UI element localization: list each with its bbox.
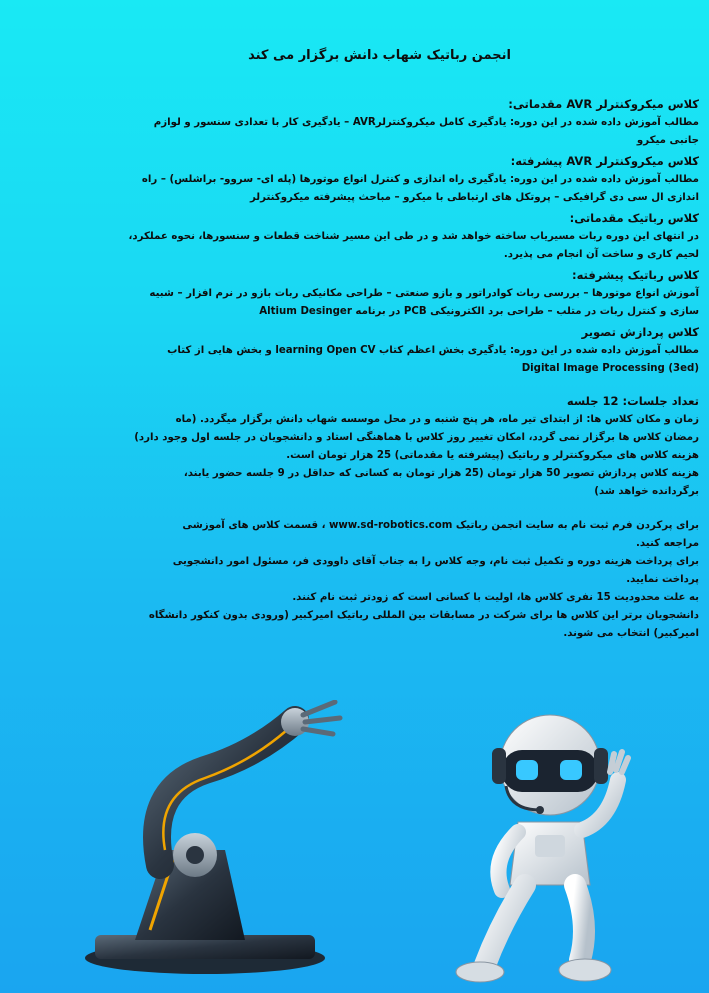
- course-section-robotics-basic: [60, 211, 699, 264]
- text-line: برای پرداخت هزینه دوره و تکمیل ثبت نام، وجه کلاس را به جناب آقای داوودی فر، مسئول امور دانشجویی: [172, 556, 699, 567]
- text-line: مطالب آموزش داده شده در این دوره: یادگیری کامل میکروکنترلرAVR – یادگیری کار با تعدادی سنسور و لوازم: [153, 117, 699, 128]
- schedule-body: [60, 411, 699, 501]
- text-line: به علت محدودیت 15 نفری کلاس ها، اولیت با کسانی است که زودتر ثبت نام کنند.: [292, 592, 699, 603]
- text-line: زمان و مکان کلاس ها: از ابتدای تیر ماه، هر پنج شنبه و در محل موسسه شهاب دانش برگزار میگردد. (ماه: [175, 414, 699, 425]
- text-line: هزینه کلاس پردازش تصویر 50 هزار تومان (25 هزار تومان به کسانی که حداقل در 9 جلسه حضور یابند،: [183, 468, 699, 479]
- section-heading: کلاس میکروکنترلر AVR مقدماتی:: [508, 97, 699, 111]
- page-title: انجمن رباتیک شهاب دانش برگزار می کند: [248, 48, 511, 63]
- course-section-avr-advanced: [60, 154, 699, 207]
- section-body: [60, 342, 699, 378]
- text-line: Digital Image Processing (3ed): [521, 363, 699, 374]
- course-section-avr-basic: [60, 97, 699, 150]
- text-line: در انتهای این دوره ربات مسیریاب ساخته خواهد شد و در طی این مسیر شناخت قطعات و سنسورها، نحوه عملکرد،: [128, 231, 699, 242]
- text-line: مطالب آموزش داده شده در این دوره: یادگیری بخش اعظم کتاب learning Open CV و بخش هایی از کتاب: [167, 345, 699, 356]
- section-body: [60, 114, 699, 150]
- section-body: [60, 285, 699, 321]
- text-line: سازی و کنترل ربات در متلب – طراحی برد الکترونیکی PCB در برنامه Altium Desinger: [259, 306, 699, 317]
- text-line: پرداخت نمایید.: [626, 574, 699, 585]
- robot-arm-illustration: [55, 700, 345, 980]
- session-count: تعداد جلسات: 12 جلسه: [566, 394, 699, 408]
- section-body: [60, 228, 699, 264]
- spacer: [60, 505, 699, 517]
- section-heading: کلاس رباتیک پیشرفته:: [571, 268, 699, 282]
- flyer-content: [60, 48, 699, 647]
- section-heading: کلاس رباتیک مقدماتی:: [569, 211, 699, 225]
- text-line: اندازی ال سی دی گرافیکی – پروتکل های ارتباطی با میکرو – مباحث پیشرفته میکروکنترلر: [249, 192, 699, 203]
- section-heading: کلاس پردازش تصویر: [581, 325, 699, 339]
- text-line: دانشجویان برتر این کلاس ها برای شرکت در مسابقات بین المللی رباتیک امیرکبیر (ورودی بدون کنکور دانشگاه: [148, 610, 699, 621]
- spacer: [60, 382, 699, 394]
- registration-section: [60, 517, 699, 643]
- text-line: امیرکبیر) انتخاب می شوند.: [563, 628, 699, 639]
- text-line: آموزش انواع موتورها – بررسی ربات کوادراتور و بازو صنعتی – طراحی مکانیکی ربات بازو در نرم افزار – شبیه: [149, 288, 699, 299]
- text-line: مراجعه کنید.: [636, 538, 699, 549]
- course-section-robotics-advanced: [60, 268, 699, 321]
- section-heading: کلاس میکروکنترلر AVR پیشرفته:: [510, 154, 699, 168]
- schedule-section: [60, 394, 699, 501]
- text-line: جانبی میکرو: [636, 135, 699, 146]
- text-line: برای پرکردن فرم ثبت نام به سایت انجمن رباتیک www.sd-robotics.com ، قسمت کلاس های آموزشی: [182, 520, 699, 531]
- text-line: لحیم کاری و ساخت آن انجام می پذیرد.: [503, 249, 699, 260]
- text-line: هزینه کلاس های میکروکنترلر و رباتیک (پیشرفته یا مقدماتی) 25 هزار تومان است.: [286, 450, 699, 461]
- section-body: [60, 171, 699, 207]
- registration-body: [60, 517, 699, 643]
- text-line: رمضان کلاس ها برگزار نمی گردد، امکان تغییر روز کلاس با هماهنگی استاد و دانشجویان در جلسه اول وجود دارد): [134, 432, 699, 443]
- text-line: برگردانده خواهد شد): [594, 486, 699, 497]
- text-line: مطالب آموزش داده شده در این دوره: یادگیری راه اندازی و کنترل انواع موتورها (پله ای- سروو- براشلس) – راه: [141, 174, 699, 185]
- robot-mascot-illustration: [440, 710, 680, 985]
- course-section-image-processing: [60, 325, 699, 378]
